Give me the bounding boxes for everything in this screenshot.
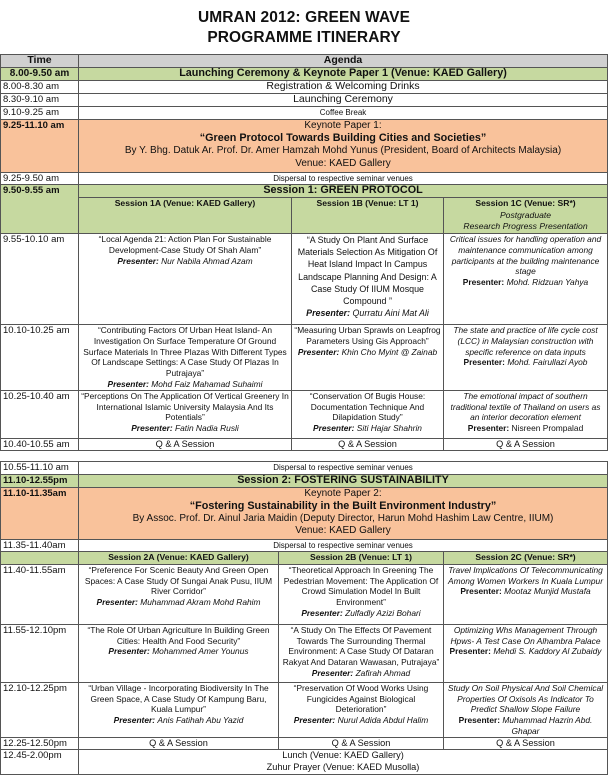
table-header-row bbox=[1, 55, 608, 68]
session-1c-header bbox=[444, 198, 608, 234]
time-cell: 12.45-2.00pm bbox=[1, 750, 79, 774]
paper-title: The state and practice of life cycle cost (LCC) in Malaysian construction with specific reference on data inputs bbox=[453, 324, 598, 357]
paper-title: “Contributing Factors Of Urban Heat Island- An Investigation On Surface Temperature Of Ground Surface Materials In Three Plazas With Different Types Of Landscape Settings: A Case Study Of Plazas In Putrajaya” bbox=[83, 324, 287, 379]
qa-cell-1a: Q & A Session bbox=[79, 438, 292, 451]
paper-presenter bbox=[446, 277, 605, 288]
paper-presenter bbox=[294, 347, 441, 358]
paper-presenter bbox=[281, 715, 441, 726]
session-2-label: Session 2: FOSTERING SUSTAINABILITY bbox=[79, 474, 608, 487]
agenda-cell: Dispersal to respective seminar venues bbox=[79, 172, 608, 185]
qa-row bbox=[1, 737, 608, 750]
session-1c-sub2: Research Progress Presentation bbox=[463, 221, 588, 232]
time-cell: 10.10-10.25 am bbox=[1, 324, 79, 390]
table-row bbox=[1, 172, 608, 185]
time-cell: 10.55-11.10 am bbox=[1, 462, 79, 475]
paper-presenter bbox=[281, 608, 441, 619]
session-2c-header: Session 2C (Venue: SR*) bbox=[444, 552, 608, 565]
presenter-name: Nurul Adida Abdul Halim bbox=[337, 715, 429, 726]
paper-title: Study On Soil Physical And Soil Chemical Properties Of Oxisols As Indicator To Predict Shallow Slope Failure bbox=[447, 682, 604, 715]
paper-cell-1c bbox=[444, 324, 608, 390]
paper-cell-1c bbox=[444, 233, 608, 324]
table-row bbox=[1, 539, 608, 552]
paper-presenter bbox=[81, 715, 276, 726]
paper-cell-1b bbox=[292, 324, 444, 390]
paper-presenter bbox=[294, 423, 441, 434]
session-1-band-row bbox=[1, 185, 608, 198]
agenda-cell: Registration & Welcoming Drinks bbox=[79, 81, 608, 94]
presenter-name: Khin Cho Myint @ Zainab bbox=[341, 346, 438, 357]
time-cell: 10.25-10.40 am bbox=[1, 390, 79, 438]
table-row bbox=[1, 107, 608, 120]
paper-cell-1a bbox=[79, 233, 292, 324]
paper-cell-1c bbox=[444, 390, 608, 438]
time-cell: 8.30-9.10 am bbox=[1, 94, 79, 107]
presenter-label: Presenter: bbox=[297, 346, 340, 357]
session-1a-header: Session 1A (Venue: KAED Gallery) bbox=[79, 198, 292, 234]
presenter-name: Mehdi S. Kaddory Al Zubaidy bbox=[493, 646, 602, 657]
time-cell: 8.00-8.30 am bbox=[1, 81, 79, 94]
presenter-label: Presenter: bbox=[131, 423, 173, 434]
time-cell: 9.10-9.25 am bbox=[1, 107, 79, 120]
paper-cell-2b bbox=[279, 682, 444, 737]
lunch-cell bbox=[79, 750, 608, 774]
paper-presenter bbox=[446, 586, 605, 597]
session-2-columns-row bbox=[1, 552, 608, 565]
session-1c-sub1: Postgraduate bbox=[499, 209, 552, 220]
paper-title: “Local Agenda 21: Action Plan For Sustainable Development-Case Study Of Shah Alam” bbox=[98, 233, 272, 255]
table-row bbox=[1, 564, 608, 624]
table-row bbox=[1, 324, 608, 390]
lunch-row bbox=[1, 750, 608, 774]
presenter-label: Presenter: bbox=[113, 715, 156, 726]
session-1c-title: Session 1C (Venue: SR*) bbox=[475, 198, 576, 209]
paper-title: “Conservation Of Bugis House: Documentation Technique And Dilapidation Study” bbox=[309, 390, 426, 423]
time-cell: 9.50-9.55 am bbox=[1, 185, 79, 234]
session-2-band-row bbox=[1, 474, 608, 487]
presenter-label: Presenter: bbox=[306, 308, 351, 319]
time-cell: 9.25-9.50 am bbox=[1, 172, 79, 185]
paper-cell-1a bbox=[79, 324, 292, 390]
presenter-name: Anis Fatihah Abu Yazid bbox=[157, 715, 244, 726]
presenter-name: Mohd Faiz Mahamad Suhaimi bbox=[151, 378, 263, 389]
presenter-label: Presenter: bbox=[462, 277, 505, 288]
table-row bbox=[1, 462, 608, 475]
presenter-name: Fatin Nadia Rusli bbox=[174, 423, 239, 434]
prayer-line: Zuhur Prayer (Venue: KAED Musolla) bbox=[266, 761, 420, 772]
paper-presenter bbox=[446, 423, 605, 434]
time-cell: 11.10-11.35am bbox=[1, 487, 79, 539]
qa-cell-2a: Q & A Session bbox=[79, 737, 279, 750]
presenter-label: Presenter: bbox=[108, 646, 150, 657]
presenter-name: Qurratu Aini Mat Ali bbox=[352, 308, 429, 319]
qa-cell-1b: Q & A Session bbox=[292, 438, 444, 451]
presenter-label: Presenter: bbox=[458, 715, 501, 726]
paper-cell-1b bbox=[292, 233, 444, 324]
presenter-label: Presenter: bbox=[96, 597, 138, 608]
title-line-2: PROGRAMME ITINERARY bbox=[207, 29, 401, 46]
presenter-name: Mohammed Amer Younus bbox=[152, 646, 249, 657]
itinerary-table-part1 bbox=[0, 54, 608, 451]
session-2a-header: Session 2A (Venue: KAED Gallery) bbox=[79, 552, 279, 565]
presenter-label: Presenter: bbox=[311, 667, 354, 678]
opening-band-label: Launching Ceremony & Keynote Paper 1 (Venue: KAED Gallery) bbox=[79, 68, 608, 81]
paper-title: “A Study On The Effects Of Pavement Towards The Surrounding Thermal Environment: A Case Study Of Dataran Rakyat And Dataran Wawasan, Putrajaya” bbox=[282, 624, 440, 668]
time-cell: 8.00-9.50 am bbox=[1, 68, 79, 81]
presenter-name: Mootaz Munjid Mustafa bbox=[504, 586, 591, 597]
presenter-name: Muhammad Hazrin Abd. Ghapar bbox=[502, 715, 593, 736]
paper-presenter bbox=[81, 256, 289, 267]
paper-presenter bbox=[281, 668, 441, 679]
paper-cell-2c bbox=[444, 682, 608, 737]
paper-title: “Urban Village - Incorporating Biodiversity In The Green Space, A Case Study Of Kampung Baru, Kuala Lumpur” bbox=[88, 682, 269, 715]
time-cell: 9.25-11.10 am bbox=[1, 119, 79, 172]
keynote-1-row bbox=[1, 119, 608, 172]
presenter-name: Zulfadly Azizi Bohari bbox=[345, 607, 421, 618]
table-row bbox=[1, 682, 608, 737]
presenter-name: Muhammad Akram Mohd Rahim bbox=[140, 597, 261, 608]
presenter-name: Nisreen Prompalad bbox=[511, 423, 584, 434]
time-cell: 10.40-10.55 am bbox=[1, 438, 79, 451]
paper-cell-2a bbox=[79, 624, 279, 682]
qa-cell-1c: Q & A Session bbox=[444, 438, 608, 451]
qa-row bbox=[1, 438, 608, 451]
title-line-1: UMRAN 2012: GREEN WAVE bbox=[197, 9, 411, 26]
table-row bbox=[1, 624, 608, 682]
paper-presenter bbox=[294, 307, 441, 319]
paper-cell-1a bbox=[79, 390, 292, 438]
paper-cell-2a bbox=[79, 682, 279, 737]
paper-presenter bbox=[81, 423, 289, 434]
qa-cell-2b: Q & A Session bbox=[279, 737, 444, 750]
keynote-venue: Venue: KAED Gallery bbox=[295, 525, 391, 537]
paper-title: Travel Implications Of Telecommunicating Among Women Workers In Kuala Lumpur bbox=[448, 564, 603, 586]
paper-title: Critical issues for handling operation and maintenance communication among participants at the building maintenance stage bbox=[449, 233, 602, 277]
paper-title: “Theoretical Approach In Greening The Pedestrian Movement: The Application Of Crowd Simulation Model In Built Environment” bbox=[283, 564, 439, 608]
header-agenda: Agenda bbox=[79, 55, 608, 68]
table-row bbox=[1, 81, 608, 94]
paper-cell-2c bbox=[444, 564, 608, 624]
paper-cell-2c bbox=[444, 624, 608, 682]
table-row bbox=[1, 94, 608, 107]
keynote-2-row bbox=[1, 487, 608, 539]
presenter-name: Zafirah Ahmad bbox=[355, 667, 411, 678]
keynote-speaker: By Y. Bhg. Datuk Ar. Prof. Dr. Amer Hamzah Mohd Yunus (President, Board of Architects Malaysia) bbox=[124, 145, 562, 157]
time-cell-empty bbox=[1, 552, 79, 565]
paper-title: Optimizing Whs Management Through Hpws- A Test Case On Alhambra Palace bbox=[450, 624, 601, 646]
time-cell: 11.40-11.55am bbox=[1, 564, 79, 624]
table-row bbox=[1, 233, 608, 324]
document-title bbox=[0, 0, 608, 54]
presenter-label: Presenter: bbox=[301, 607, 343, 618]
agenda-cell: Dispersal to respective seminar venues bbox=[79, 462, 608, 475]
qa-cell-2c: Q & A Session bbox=[444, 737, 608, 750]
keynote-2-cell bbox=[79, 487, 608, 539]
presenter-label: Presenter: bbox=[449, 646, 491, 657]
presenter-label: Presenter: bbox=[117, 255, 159, 266]
session-1b-header: Session 1B (Venue: LT 1) bbox=[292, 198, 444, 234]
presenter-label: Presenter: bbox=[463, 357, 505, 368]
paper-title: “Measuring Urban Sprawls on Leapfrog Parameters Using Gis Approach” bbox=[294, 324, 441, 346]
session-1-columns-row bbox=[1, 198, 608, 234]
paper-title: “Preference For Scenic Beauty And Green Open Spaces: A Case Study Of Sungai Anak Pusu, IIUM River Corridor” bbox=[84, 564, 273, 597]
time-cell: 11.10-12.55pm bbox=[1, 474, 79, 487]
session-2b-header: Session 2B (Venue: LT 1) bbox=[279, 552, 444, 565]
paper-presenter bbox=[446, 357, 605, 368]
keynote-venue: Venue: KAED Gallery bbox=[295, 157, 391, 169]
keynote-title: “Fostering Sustainability in the Built Environment Industry” bbox=[189, 500, 497, 513]
paper-title: “Perceptions On The Application Of Vertical Greenery In International Islamic University Malaysia And Its Potentials” bbox=[81, 390, 289, 423]
paper-cell-1b bbox=[292, 390, 444, 438]
time-cell: 11.35-11.40am bbox=[1, 539, 79, 552]
presenter-name: Nur Nabila Ahmad Azam bbox=[161, 255, 253, 266]
keynote-title: “Green Protocol Towards Building Cities and Societies” bbox=[199, 132, 487, 145]
table-row bbox=[1, 390, 608, 438]
opening-band-row bbox=[1, 68, 608, 81]
presenter-name: Mohd. Fairullazi Ayob bbox=[507, 357, 588, 368]
paper-presenter bbox=[81, 646, 276, 657]
paper-title: “Preservation Of Wood Works Using Fungicides Against Biological Deterioration” bbox=[293, 682, 429, 715]
lunch-line: Lunch (Venue: KAED Gallery) bbox=[282, 750, 404, 761]
itinerary-table-part2 bbox=[0, 461, 608, 775]
presenter-name: Siti Hajar Shahrin bbox=[356, 423, 422, 434]
time-cell: 9.55-10.10 am bbox=[1, 233, 79, 324]
paper-title: The emotional impact of southern traditional textile of Thailand on users as an interior decoration element bbox=[450, 390, 601, 423]
paper-cell-2b bbox=[279, 564, 444, 624]
agenda-cell: Launching Ceremony bbox=[79, 94, 608, 107]
paper-presenter bbox=[81, 597, 276, 608]
paper-cell-2b bbox=[279, 624, 444, 682]
header-time: Time bbox=[1, 55, 79, 68]
presenter-label: Presenter: bbox=[293, 715, 336, 726]
paper-title: “The Role Of Urban Agriculture In Building Green Cities: Health And Food Security” bbox=[87, 624, 270, 646]
paper-presenter bbox=[81, 379, 289, 390]
agenda-cell: Dispersal to respective seminar venues bbox=[79, 539, 608, 552]
agenda-cell: Coffee Break bbox=[79, 107, 608, 120]
paper-cell-2a bbox=[79, 564, 279, 624]
time-cell: 12.25-12.50pm bbox=[1, 737, 79, 750]
keynote-speaker: By Assoc. Prof. Dr. Ainul Jaria Maidin (Deputy Director, Harun Mohd Hashim Law Centre, IIUM) bbox=[132, 512, 554, 524]
keynote-heading: Keynote Paper 2: bbox=[304, 487, 382, 499]
presenter-name: Mohd. Ridzuan Yahya bbox=[506, 277, 589, 288]
paper-title: “A Study On Plant And Surface Materials Selection As Mitigation Of Heat Island Impact In Campus Landscape Planning And Design: A Case Study Of IIUM Mosque Compound ” bbox=[297, 234, 438, 306]
keynote-heading: Keynote Paper 1: bbox=[304, 119, 382, 131]
paper-presenter bbox=[446, 646, 605, 657]
time-cell: 11.55-12.10pm bbox=[1, 624, 79, 682]
time-cell: 12.10-12.25pm bbox=[1, 682, 79, 737]
presenter-label: Presenter: bbox=[467, 423, 510, 434]
paper-presenter bbox=[446, 715, 605, 737]
session-1-label: Session 1: GREEN PROTOCOL bbox=[79, 185, 608, 198]
keynote-1-cell bbox=[79, 119, 608, 172]
presenter-label: Presenter: bbox=[107, 378, 149, 389]
presenter-label: Presenter: bbox=[460, 586, 502, 597]
presenter-label: Presenter: bbox=[313, 423, 355, 434]
